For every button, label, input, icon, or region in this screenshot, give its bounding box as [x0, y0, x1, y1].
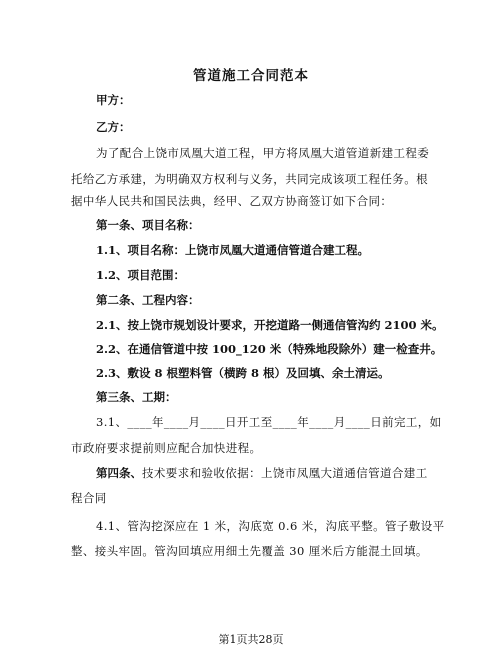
article-1-item-2: 1.2、项目范围：	[96, 268, 186, 282]
article-3-item-1: 3.1、____年____月____日开工至____年____月____日前完工，如	[96, 415, 442, 429]
document-title: 管道施工合同范本	[193, 68, 309, 84]
article-4-heading-text: 技术要求和验收依据：上饶市凤凰大道通信管道合建工	[142, 466, 428, 480]
article-2-item-2: 2.2、在通信管道中按 100_120 米（特殊地段除外）建一检查井。	[96, 342, 443, 356]
article-3-item-1-cont: 市政府要求提前则应配合加快进程。	[71, 441, 262, 455]
article-4-item-1-cont: 整、接头牢固。管沟回填应用细土先覆盖 30 厘米后方能混土回填。	[71, 544, 428, 558]
article-2-item-3: 2.3、敷设 8 根塑料管（横跨 8 根）及回填、余土清运。	[96, 366, 390, 380]
article-4-item-1: 4.1、管沟挖深应在 1 米，沟底宽 0.6 米，沟底平整。管子敷设平	[96, 519, 445, 533]
article-2-heading: 第二条、工程内容：	[96, 293, 200, 307]
intro-line-1: 为了配合上饶市凤凰大道工程，甲方将凤凰大道管道新建工程委	[96, 146, 430, 160]
party-a-label: 甲方：	[96, 93, 131, 107]
article-1-item-1: 1.1、项目名称：上饶市凤凰大道通信管道合建工程。	[96, 243, 370, 257]
article-2-item-1: 2.1、按上饶市规划设计要求，开挖道路一侧通信管沟约 2100 米。	[96, 318, 444, 332]
article-4-heading-cont: 程合同	[71, 491, 107, 505]
article-4-heading-line	[96, 465, 428, 481]
party-b-label: 乙方：	[96, 120, 131, 134]
article-4-heading: 第四条、	[96, 466, 142, 480]
page-number-footer: 第1页共28页	[218, 633, 284, 646]
intro-line-3: 据中华人民共和国民法典，经甲、乙双方协商签订如下合同：	[71, 194, 393, 208]
article-1-heading: 第一条、项目名称：	[96, 218, 200, 232]
article-3-heading: 第三条、工期：	[96, 390, 177, 404]
intro-line-2: 托给乙方承建，为明确双方权利与义务，共同完成该项工程任务。根	[71, 172, 428, 186]
